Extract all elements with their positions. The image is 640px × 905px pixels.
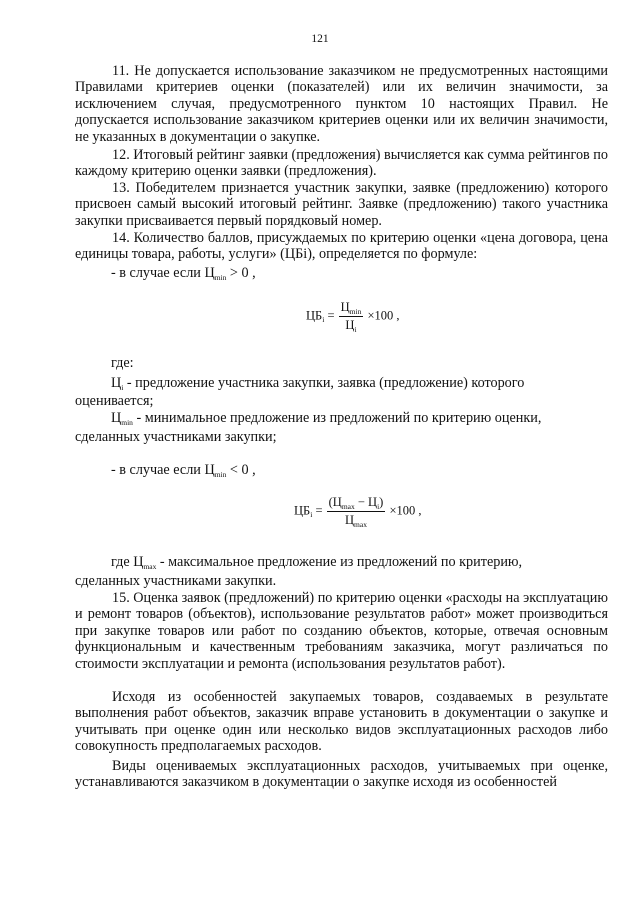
paragraph-17: Виды оцениваемых эксплуатационных расходов, учитываемых при оценке, устанавливаются заказчиком в документации о закупке исходя из особенностей bbox=[75, 758, 608, 791]
case-2-condition bbox=[111, 462, 256, 480]
formula-1-lhs: ЦБ bbox=[306, 308, 323, 323]
formula-2-fraction bbox=[327, 495, 386, 528]
case-1-condition bbox=[111, 265, 256, 283]
formula-1-fraction bbox=[339, 300, 364, 333]
definition-ci-cont: оценивается; bbox=[75, 393, 154, 409]
formula-2-den-sub: max bbox=[354, 520, 367, 529]
paragraph-16: Исходя из особенностей закупаемых товаров, создаваемых в результате выполнения работ объектов, заказчик вправе установить в документации о закупке и учитывать при оценке один или несколько видов эксплуатационных расходов либо совокупность предполагаемых расходов. bbox=[75, 689, 608, 755]
formula-2-numerator bbox=[327, 495, 386, 512]
case-1-symbol: Ц bbox=[204, 265, 215, 281]
formula-1-num-sub: min bbox=[349, 307, 362, 316]
page-number: 121 bbox=[311, 33, 329, 45]
formula-1 bbox=[306, 300, 400, 333]
formula-2-num-open: (Ц bbox=[328, 495, 342, 509]
formula-2 bbox=[294, 495, 422, 528]
paragraph-11: 11. Не допускается использование заказчиком не предусмотренных настоящими Правилами критериев оценки (показателей) или их величин значимости, за исключением случая, предусмотренного пунктом 10 настоящих Правил. Не допускается использование заказчиком критериев оценки или их величин значимости, не указанных в документации о закупке. bbox=[75, 63, 608, 145]
formula-1-lhs-sub: i bbox=[322, 315, 325, 325]
formula-2-lhs-sub: i bbox=[310, 510, 313, 520]
def-cmax-subscript: max bbox=[143, 562, 157, 571]
paragraph-14: 14. Количество баллов, присуждаемых по критерию оценки «цена договора, цена единицы товара, работы, услуги» (ЦБi), определяется по формуле: bbox=[75, 230, 608, 263]
formula-2-num-close: ) bbox=[379, 495, 384, 509]
def-cmin-symbol: Ц bbox=[111, 410, 122, 426]
case-2-relation: < 0 , bbox=[226, 462, 256, 478]
definition-cmax bbox=[111, 554, 522, 572]
case-2-subscript: min bbox=[214, 470, 227, 479]
definition-ci bbox=[111, 375, 524, 393]
formula-1-den-sub: i bbox=[354, 325, 357, 334]
def-cmin-subscript: min bbox=[121, 418, 133, 427]
formula-2-denominator bbox=[327, 512, 386, 528]
formula-2-tail: ×100 , bbox=[386, 503, 422, 518]
paragraph-15: 15. Оценка заявок (предложений) по критерию оценки «расходы на эксплуатацию и ремонт товаров (объектов), использование результатов работ» может производиться при закупке товаров или работ по созданию объектов, которые, отвечая основным функциональным и качественным требованиям заказчика, могут различаться по стоимости эксплуатации и ремонта (использования результатов работ). bbox=[75, 590, 608, 672]
formula-1-tail: ×100 , bbox=[364, 308, 400, 323]
formula-2-eq: = bbox=[312, 503, 326, 518]
definition-cmin-cont: сделанных участниками закупки; bbox=[75, 429, 277, 445]
definition-cmax-cont: сделанных участниками закупки. bbox=[75, 573, 277, 589]
def-ci-subscript: i bbox=[121, 383, 124, 392]
case-1-prefix: - в случае если bbox=[111, 265, 201, 281]
case-2-symbol: Ц bbox=[204, 462, 215, 478]
paragraph-12: 12. Итоговый рейтинг заявки (предложения) вычисляется как сумма рейтингов по каждому критерию оценки заявки (предложения). bbox=[75, 147, 608, 180]
def-cmax-text: - максимальное предложение из предложений по критерию, bbox=[156, 554, 523, 570]
formula-2-lhs: ЦБ bbox=[294, 503, 311, 518]
formula-1-numerator bbox=[339, 300, 364, 317]
case-1-relation: > 0 , bbox=[226, 265, 256, 281]
formula-1-den-sym: Ц bbox=[345, 318, 355, 332]
case-1-subscript: min bbox=[214, 273, 227, 282]
def-ci-symbol: Ц bbox=[111, 375, 122, 391]
definition-cmin bbox=[111, 410, 541, 428]
where-label-1: где: bbox=[111, 355, 134, 371]
def-cmin-text: - минимальное предложение из предложений по критерию оценки, bbox=[132, 410, 542, 426]
paragraph-13: 13. Победителем признается участник закупки, заявке (предложению) которого присвоен самый высокий итоговый рейтинг. Заявке (предложению) такого участника закупки присваивается первый порядковый номер. bbox=[75, 180, 608, 229]
formula-1-denominator bbox=[339, 317, 364, 333]
formula-2-den-sym: Ц bbox=[345, 513, 355, 527]
def-cmax-prefix: где bbox=[111, 554, 134, 570]
formula-1-num-sym: Ц bbox=[340, 300, 350, 314]
formula-2-num-sub: max bbox=[341, 502, 355, 511]
formula-1-eq: = bbox=[324, 308, 338, 323]
def-ci-text: - предложение участника закупки, заявка (предложение) которого bbox=[123, 375, 525, 391]
def-cmax-symbol: Ц bbox=[133, 554, 144, 570]
formula-2-num-minus: − Ц bbox=[354, 495, 378, 509]
formula-2-num-sub2: i bbox=[377, 502, 380, 511]
case-2-prefix: - в случае если bbox=[111, 462, 201, 478]
